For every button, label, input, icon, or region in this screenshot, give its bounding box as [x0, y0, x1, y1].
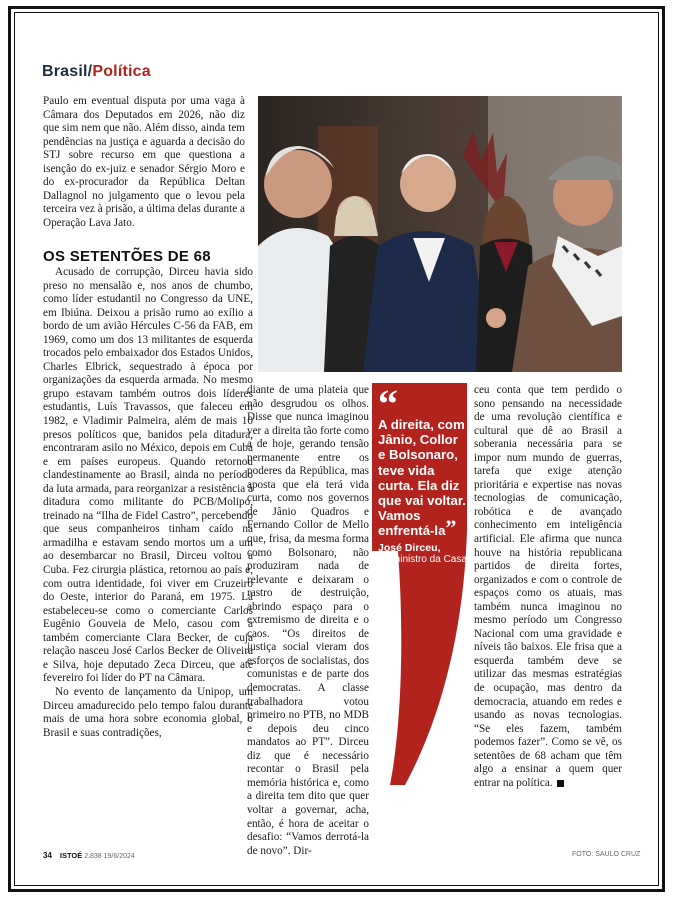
photo-illustration — [258, 96, 622, 372]
paragraph: Paulo em eventual disputa por uma vaga à Câmara dos Deputados em 2026, não diz que sim nem que não. Além disso, ainda tem pendências na justiça e aguarda a decisão do STJ sobre recurso em que questiona a isenção do ex-juiz e senador Sérgio Moro e do ex-procurador da República Deltan Dallagnol no julgamento que o levou pela terceira vez à prisão, a última delas durante a Operação Lava Jato. — [43, 95, 245, 229]
pull-quote-author: José Dirceu, — [378, 541, 441, 554]
close-quote-mark: ” — [445, 515, 457, 541]
paragraph: No evento de lançamento da Unipop, um Dirceu amadurecido pelo tempo falou durante mais de uma hora sobre economia global, o Brasil e suas contradições, — [43, 685, 253, 739]
pull-quote-role: ex-ministro da Casa Civil — [378, 553, 467, 576]
section-sublabel: Política — [92, 63, 151, 80]
pull-quote-body: A direita, com Jânio, Collor e Bolsonaro, teve vida curta. Ela diz que vai voltar. Vamos enfrentá-la — [378, 417, 466, 539]
pull-quote — [378, 381, 473, 576]
article-column-2 — [247, 384, 369, 858]
section-header — [42, 63, 151, 81]
subheading: OS SETENTÕES DE 68 — [43, 248, 211, 265]
paragraph — [474, 384, 622, 790]
paragraph-text: ceu conta que tem perdido o sono pensando na necessidade de uma revolução científica e cultural que dê ao Brasil a soberania necessária para se impor num mundo de guerras, tarefa que exige atenção prioritária e expertise nas novas tecnologias de comunicação, robótica e de avançado conhecimento em inteligência artificial. Ele afirma que nunca houve na história republicana partidos de direita fortes, organizados e com o controle de espaços como os atuais, mas também nunca imaginou no mesmo período um Congresso Nacional com uma gravidade e níveis tão baixos. Ele frisa que a esquerda também deve se utilizar das mesmas estratégias de ocupação, mas dentro da democracia, atuando em redes e usando as novas tecnologias. “Se eles fazem, também podemos fazer”. Como se vê, os setentões de 68 acham que têm algo a ensinar a quem quer entrar na política. — [474, 384, 622, 789]
issue-info: 2.838 19/6/2024 — [84, 853, 135, 860]
open-quote-mark: “ — [378, 381, 398, 426]
pull-quote-text — [378, 417, 466, 539]
article-column-3 — [474, 384, 622, 790]
page-number: 34 — [43, 851, 52, 860]
page-footer — [43, 851, 135, 860]
article-column-1 — [43, 266, 253, 740]
article-column-1-intro — [43, 95, 245, 230]
magazine-brand: ISTOÉ — [59, 851, 83, 860]
photo-credit: FOTO: SAULO CRUZ — [572, 851, 641, 858]
section-label: Brasil/ — [42, 63, 93, 80]
end-mark-icon — [557, 780, 564, 787]
article-photo — [258, 96, 622, 372]
paragraph: diante de uma plateia que não desgrudou os olhos. Disse que nunca imaginou ver a direita tão forte como a de hoje, gerando tensão permanente entre os poderes da República, mas aposta que ela terá vida curta, como nos governos de Jânio Quadros e Fernando Collor de Mello que, frisa, da mesma forma como Bolsonaro, não produziram nada de relevante e deixaram o rastro de destruição, abrindo espaço para o extremismo de direita e o caos. “Os direitos de justiça social vieram dos esforços de socialistas, dos comunistas e de parte dos democratas. A classe trabalhadora votou primeiro no PTB, no MDB e depois deu cinco mandatos ao PT”. Dirceu diz que é necessário recontar o Brasil pela memória histórica e, como a direita tem dito que quer voltar a governar, acha, então, é hora de aceitar o desafio: “Vamos derrotá-la de novo”. Dir- — [247, 384, 369, 857]
paragraph: Acusado de corrupção, Dirceu havia sido preso no mensalão e, nos anos de chumbo, como líder estudantil no Congresso da UNE, em Ibiúna. Deixou a prisão rumo ao exílio a bordo de um avião Hércules C-56 da FAB, em 1969, como um dos 13 militantes de esquerda trocados pelo embaixador dos Estados Unidos, Charles Elbrick, sequestrado à época por organizações da esquerda armada. No mesmo grupo estavam também outros dois líderes estudantis, Luís Travassos, que faleceu em 1982, e Vladimir Palmeira, além de mais 10 presos políticos que, banidos pela ditadura, encontraram asilo no México, depois em Cuba e em países europeus. Quando retornou clandestinamente ao Brasil, ainda no período da luta armada, para reorganizar a resistência à ditadura como militante do PCB/Molipo, treinado na “Ilha de Fidel Castro”, percebendo que seus companheiros tinham caído na armadilha e estavam sendo mortos um a um ao desembarcar no Brasil, Dirceu voltou a Cuba. Fez cirurgia plástica, retornou ao país e, com outra identidade, foi viver em Cruzeiro do Oeste, interior do Paraná, em 1975. Lá estabeleceu-se como o comerciante Carlos Eugênio Gouveia de Melo, casou com a também comerciante Clara Becker, de cuja relação nasceu José Carlos Becker de Oliveira e Silva, hoje deputado Zeca Dirceu, que até fevereiro foi líder do PT na Câmara. — [43, 266, 253, 685]
